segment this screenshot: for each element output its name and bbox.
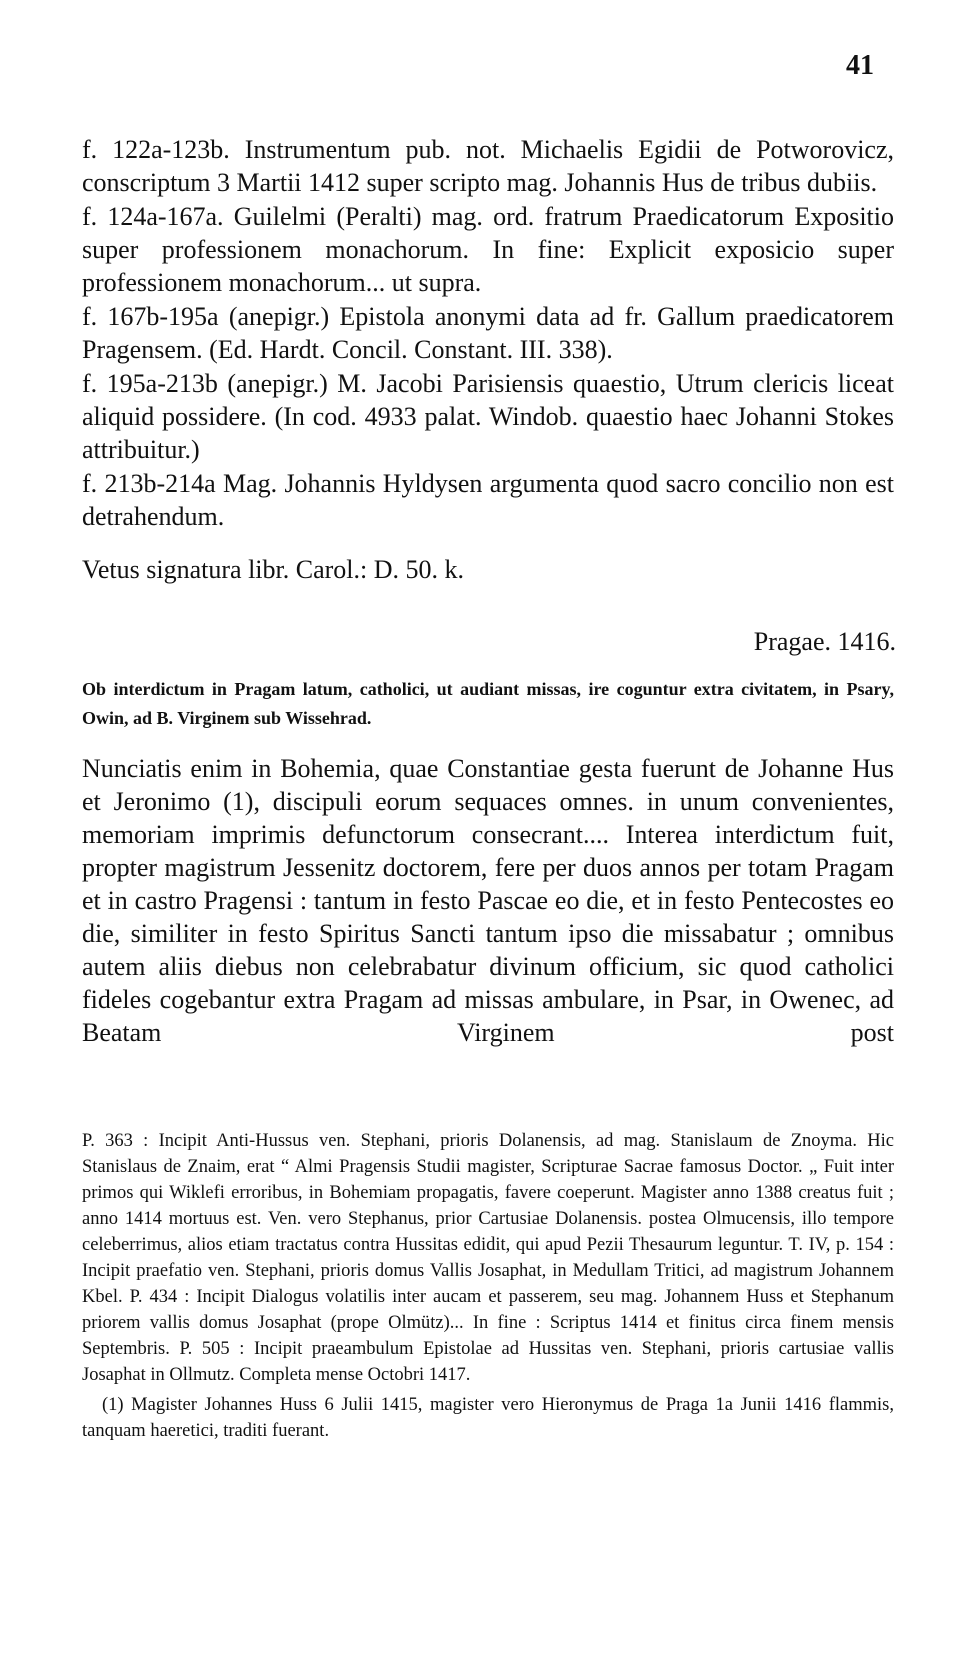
entry-folio-122: f. 122a-123b. Instrumentum pub. not. Michaelis Egidii de Potworovicz, conscriptum 3 Martii 1412 super scripto mag. Johannis Hus de tribus dubiis. xyxy=(82,135,894,197)
entry-folio-167: f. 167b-195a (anepigr.) Epistola anonymi data ad fr. Gallum praedicatorem Pragensem. (Ed. Hardt. Concil. Constant. III. 338). xyxy=(82,302,894,364)
commentary-note: P. 363 : Incipit Anti-Hussus ven. Stephani, prioris Dolanensis, ad mag. Stanislaum de Znoyma. Hic Stanislaus de Znaim, erat “ Almi Pragensis Studii magister, Scripturae Sacrae famosus Doctor. „ Fuit inter primos qui Wiklefi erroribus, in Bohemiam propagatis, favere coeperunt. Magister anno 1388 creatus fuit ; anno 1414 mortuus est. Ven. vero Stephanus, prior Cartusiae Dolanensis. postea Olmucensis, illo tempore celeberrimus, alios etiam tractatus contra Hussitas edidit, qui apud Pezii Thesaurum leguntur. T. IV, p. 154 : Incipit praefatio ven. Stephani, prioris domus Vallis Josaphat, in Medullam Tritici, ad magistrum Johannem Kbel. P. 434 : Incipit Dialogus volatilis inter aucam et passerem, seu mag. Johannem Huss et Stephanum priorem vallis domus Josaphat (prope Olmütz)... In fine : Scriptus 1414 et finitus circa finem mensis Septembris. P. 505 : Incipit praeambulum Epistolae ad Hussitas ven. Stephani, prioris cartusiae vallis Josaphat in Ollmutz. Completa mense Octobri 1417. xyxy=(82,1131,894,1385)
page-number: 41 xyxy=(846,50,874,81)
old-shelfmark: Vetus signatura libr. Carol.: D. 50. k. xyxy=(82,555,465,584)
section-summary: Ob interdictum in Pragam latum, catholici, ut audiant missas, ire coguntur extra civitatem, in Psary, Owin, ad B. Virginem sub Wissehrad. xyxy=(82,679,894,728)
manuscript-entries xyxy=(82,133,894,534)
footnote-1: (1) Magister Johannes Huss 6 Julii 1415, magister vero Hieronymus de Praga 1a Junii 1416 flammis, tanquam haeretici, traditi fuerant. xyxy=(82,1395,894,1441)
entry-folio-124: f. 124a-167a. Guilelmi (Peralti) mag. ord. fratrum Praedicatorum Expositio super professionem monachorum. In fine: Explicit exposicio super professionem monachorum... ut supra. xyxy=(82,202,894,297)
entry-folio-213: f. 213b-214a Mag. Johannis Hyldysen argumenta quod sacro concilio non est detrahendum. xyxy=(82,469,894,531)
notes-section xyxy=(82,1128,894,1444)
main-text: Nunciatis enim in Bohemia, quae Constantiae gesta fuerunt de Johanne Hus et Jeronimo (1), discipuli eorum sequaces omnes. in unum convenientes, memoriam imprimis defunctorum consecrant.... Interea interdictum fuit, propter magistrum Jessenitz doctorem, fere per duos annos per totam Pragam et in castro Pragensi : tantum in festo Pascae eo die, et in festo Pentecostes eo die, similiter in festo Spiritus Sancti tantum ipso die missabatur ; omnibus autem aliis diebus non celebrabatur divinum officium, sic quod catholici fideles cogebantur extra Pragam ad missas ambulare, in Psar, in Owenec, ad Beatam Virginem post xyxy=(82,754,894,1047)
place-date: Pragae. 1416. xyxy=(753,627,896,656)
entry-folio-195: f. 195a-213b (anepigr.) M. Jacobi Parisiensis quaestio, Utrum clericis liceat aliquid possidere. (In cod. 4933 palat. Windob. quaestio haec Johanni Stokes attribuitur.) xyxy=(82,369,894,464)
